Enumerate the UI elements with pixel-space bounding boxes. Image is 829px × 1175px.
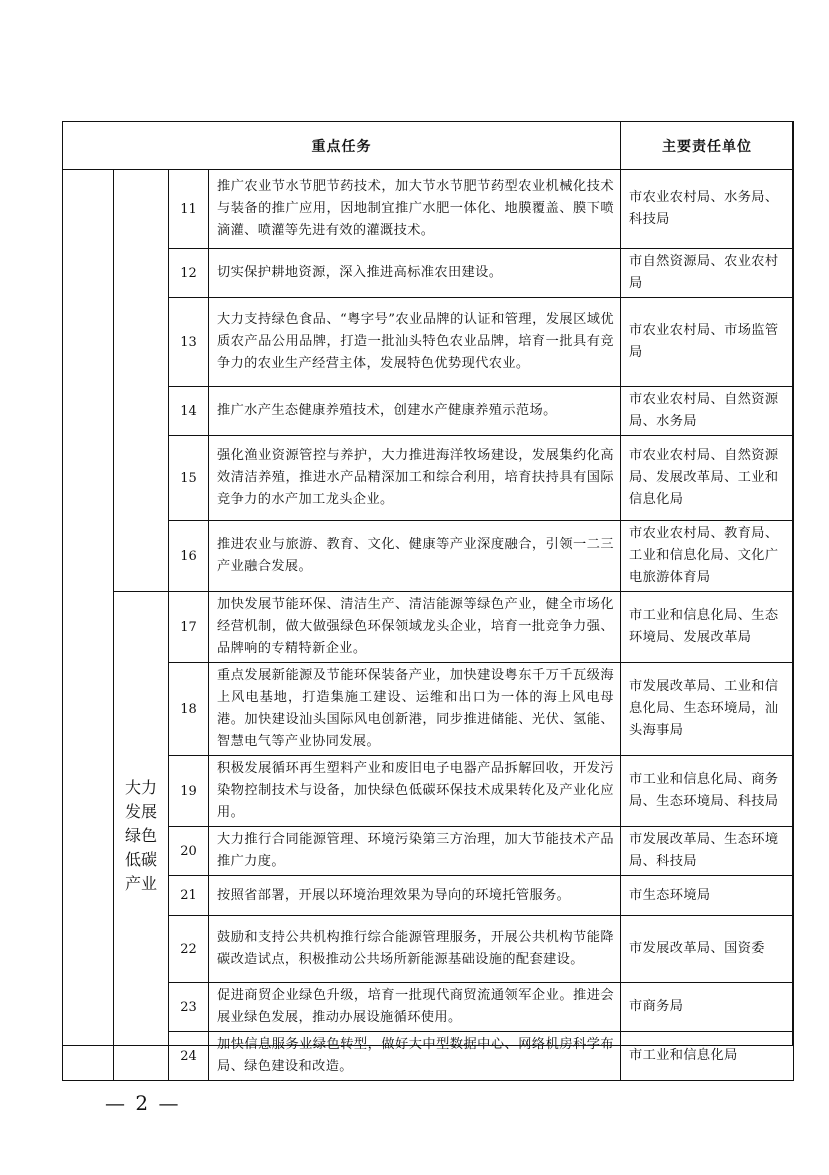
table-row [63, 521, 794, 592]
table-row [63, 170, 794, 249]
task-text: 大力推行合同能源管理、环境污染第三方治理，加大节能技术产品推广力度。 [209, 827, 621, 876]
row-number: 21 [169, 876, 209, 916]
category-green-industry [114, 592, 169, 1081]
table-row [63, 436, 794, 521]
unit-text: 市农业农村局、自然资源局、发展改革局、工业和信息化局 [621, 436, 794, 521]
task-text: 推进农业与旅游、教育、文化、健康等产业深度融合，引领一二三产业融合发展。 [209, 521, 621, 592]
task-text: 推广农业节水节肥节药技术，加大节水节肥节药型农业机械化技术与装备的推广应用，因地制宜推广水肥一体化、地膜覆盖、膜下喷滴灌、喷灌等先进有效的灌溉技术。 [209, 170, 621, 249]
row-number: 15 [169, 436, 209, 521]
unit-text: 市农业农村局、自然资源局、水务局 [621, 387, 794, 436]
row-number: 14 [169, 387, 209, 436]
unit-text: 市发展改革局、国资委 [621, 916, 794, 983]
table-row [63, 387, 794, 436]
category-a-sub-cell [114, 170, 169, 592]
table-row [63, 663, 794, 756]
unit-text: 市农业农村局、水务局、科技局 [621, 170, 794, 249]
task-text: 推广水产生态健康养殖技术，创建水产健康养殖示范场。 [209, 387, 621, 436]
task-text: 加快信息服务业绿色转型，做好大中型数据中心、网络机房科学布局、绿色建设和改造。 [209, 1032, 621, 1081]
table-row [63, 983, 794, 1032]
unit-text: 市自然资源局、农业农村局 [621, 249, 794, 298]
task-text: 鼓励和支持公共机构推行综合能源管理服务，开展公共机构节能降碳改造试点，积极推动公共场所新能源基础设施的配套建设。 [209, 916, 621, 983]
unit-text: 市工业和信息化局、商务局、生态环境局、科技局 [621, 756, 794, 827]
table-row [63, 756, 794, 827]
task-text: 按照省部署，开展以环境治理效果为导向的环境托管服务。 [209, 876, 621, 916]
category-a-cell [63, 170, 114, 1081]
task-text: 切实保护耕地资源，深入推进高标准农田建设。 [209, 249, 621, 298]
table-row [63, 298, 794, 387]
row-number: 17 [169, 592, 209, 663]
row-number: 12 [169, 249, 209, 298]
unit-text: 市工业和信息化局、生态环境局、发展改革局 [621, 592, 794, 663]
table-row [63, 916, 794, 983]
table-row [63, 827, 794, 876]
table-row [63, 1032, 794, 1081]
task-text: 重点发展新能源及节能环保装备产业，加快建设粤东千万千瓦级海上风电基地，打造集施工建设、运维和出口为一体的海上风电母港。加快建设汕头国际风电创新港，同步推进储能、光伏、氢能、智慧电气等产业协同发展。 [209, 663, 621, 756]
row-number: 13 [169, 298, 209, 387]
row-number: 24 [169, 1032, 209, 1081]
row-number: 23 [169, 983, 209, 1032]
row-number: 16 [169, 521, 209, 592]
unit-text: 市工业和信息化局 [621, 1032, 794, 1081]
task-text: 大力支持绿色食品、“粤字号”农业品牌的认证和管理，发展区域优质农产品公用品牌，打造一批汕头特色农业品牌，培育一批具有竞争力的农业生产经营主体，发展特色优势现代农业。 [209, 298, 621, 387]
row-number: 11 [169, 170, 209, 249]
unit-text: 市商务局 [621, 983, 794, 1032]
table-row [63, 592, 794, 663]
table-row [63, 249, 794, 298]
unit-text: 市发展改革局、生态环境局、科技局 [621, 827, 794, 876]
unit-text: 市农业农村局、教育局、工业和信息化局、文化广电旅游体育局 [621, 521, 794, 592]
row-number: 19 [169, 756, 209, 827]
unit-text: 市发展改革局、工业和信息化局、生态环境局，汕头海事局 [621, 663, 794, 756]
header-unit: 主要责任单位 [621, 122, 794, 170]
table-row [63, 876, 794, 916]
header-task: 重点任务 [63, 122, 621, 170]
task-text: 强化渔业资源管控与养护，大力推进海洋牧场建设，发展集约化高效清洁养殖，推进水产品精深加工和综合利用，培育扶持具有国际竞争力的水产加工龙头企业。 [209, 436, 621, 521]
task-text: 积极发展循环再生塑料产业和废旧电子电器产品拆解回收，开发污染物控制技术与设备，加快绿色低碳环保技术成果转化及产业化应用。 [209, 756, 621, 827]
table-header-row [63, 122, 794, 170]
row-number: 22 [169, 916, 209, 983]
task-text: 加快发展节能环保、清洁生产、清洁能源等绿色产业，健全市场化经营机制，做大做强绿色环保领域龙头企业，培育一批竞争力强、品牌响的专精特新企业。 [209, 592, 621, 663]
page-number: — 2 — [105, 1091, 181, 1115]
unit-text: 市农业农村局、市场监管局 [621, 298, 794, 387]
task-table [62, 121, 794, 1081]
task-text: 促进商贸企业绿色升级，培育一批现代商贸流通领军企业。推进会展业绿色发展，推动办展设施循环使用。 [209, 983, 621, 1032]
row-number: 20 [169, 827, 209, 876]
row-number: 18 [169, 663, 209, 756]
category-label: 大力发展绿色低碳产业 [124, 778, 157, 893]
unit-text: 市生态环境局 [621, 876, 794, 916]
